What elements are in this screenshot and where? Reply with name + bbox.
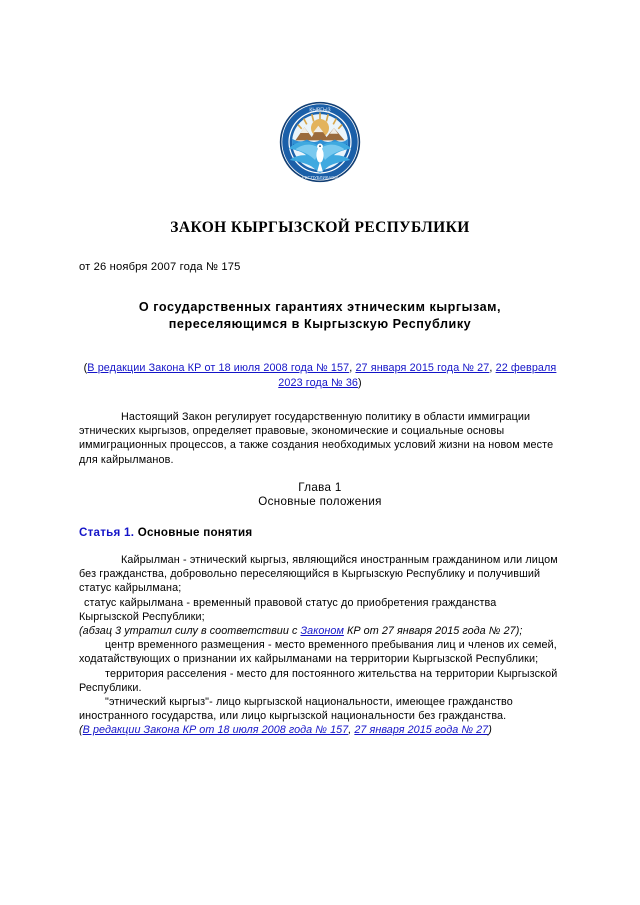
intro-block (0, 410, 640, 467)
definition-status-kayrylmana: статус кайрылмана - временный правовой статус до приобретения гражданства Кыргызской Республики; (79, 596, 497, 623)
chapter-number: Глава 1 (298, 480, 342, 494)
edition-bottom-link-2008[interactable]: В редакции Закона КР от 18 июля 2008 года № 157 (82, 724, 349, 737)
edition-note-top (0, 333, 640, 390)
edition-separator-2: , (489, 362, 496, 374)
definition-ethnic-kyrgyz: "этнический кыргыз"- лицо кыргызской национальности, имеющее гражданство иностранного государства, или лицо кыргызской национальности без гражданства. (79, 696, 513, 723)
subtitle-line-2: переселяющимся в Кыргызскую Республику (168, 317, 472, 331)
svg-text:КЫРГЫЗ: КЫРГЫЗ (309, 107, 331, 114)
definition-repealed-paragraph (79, 624, 558, 638)
edition-open-paren: ( (83, 362, 88, 374)
definition-kayrylman: Кайрылман - этнический кыргыз, являющийся иностранным гражданином или лицом без гражданства, добровольно переселяющийся в Кыргызскую Республику и получивший статус кайрылмана; (79, 554, 558, 595)
intro-paragraph: Настоящий Закон регулирует государственную политику в области иммиграции этнических кыргызов, определяет правовые, экономические и социальные основы иммиграционных процессов, а также создания необходимых условий жизни на новом месте для кайрылманов. (79, 411, 554, 466)
edition-bottom-link-2015[interactable]: 27 января 2015 года № 27 (354, 724, 489, 737)
edition-note-bottom (79, 723, 558, 737)
emblem-container (0, 0, 640, 185)
svg-text:РЕСПУБЛИКАСЫ: РЕСПУБЛИКАСЫ (301, 174, 339, 180)
edition-bottom-separator: , (348, 724, 355, 737)
chapter-title: Основные положения (258, 495, 382, 509)
subtitle-line-1: О государственных гарантиях этническим кыргызам, (138, 300, 502, 314)
edition-link-2015[interactable]: 27 января 2015 года № 27 (355, 362, 490, 374)
document-subtitle (0, 273, 640, 333)
repealed-suffix: КР от 27 января 2015 года № 27); (343, 625, 523, 638)
edition-link-2023[interactable]: 22 февраля 2023 года № 36 (278, 362, 557, 389)
definition-settlement-territory: территория расселения - место для постоянного жительства на территории Кыргызской Республики. (79, 667, 558, 694)
edition-bottom-close-paren: ) (488, 724, 492, 737)
edition-link-2008[interactable]: В редакции Закона КР от 18 июля 2008 года № 157 (87, 362, 350, 374)
chapter-heading (0, 481, 640, 510)
document-date-line: от 26 ноября 2007 года № 175 (79, 261, 241, 273)
article-heading (0, 526, 640, 539)
repealed-law-link[interactable]: Законом (300, 625, 344, 638)
article-title: Основные понятия (137, 526, 253, 539)
page-title: ЗАКОН КЫРГЫЗСКОЙ РЕСПУБЛИКИ (170, 219, 470, 236)
edition-separator-1: , (349, 362, 356, 374)
article-number[interactable]: Статья 1. (79, 526, 135, 539)
edition-bottom-open-paren: ( (79, 724, 83, 737)
edition-close-paren: ) (358, 376, 362, 389)
coat-of-arms-kyrgyz-republic-icon (279, 99, 361, 185)
definition-temporary-center: центр временного размещения - место временного пребывания лиц и членов их семей, ходатайствующих о признании их кайрылманами на территории Кыргызской Республики; (79, 639, 557, 666)
definitions-block (0, 553, 640, 738)
repealed-prefix: (абзац 3 утратил силу в соответствии с (79, 625, 301, 638)
